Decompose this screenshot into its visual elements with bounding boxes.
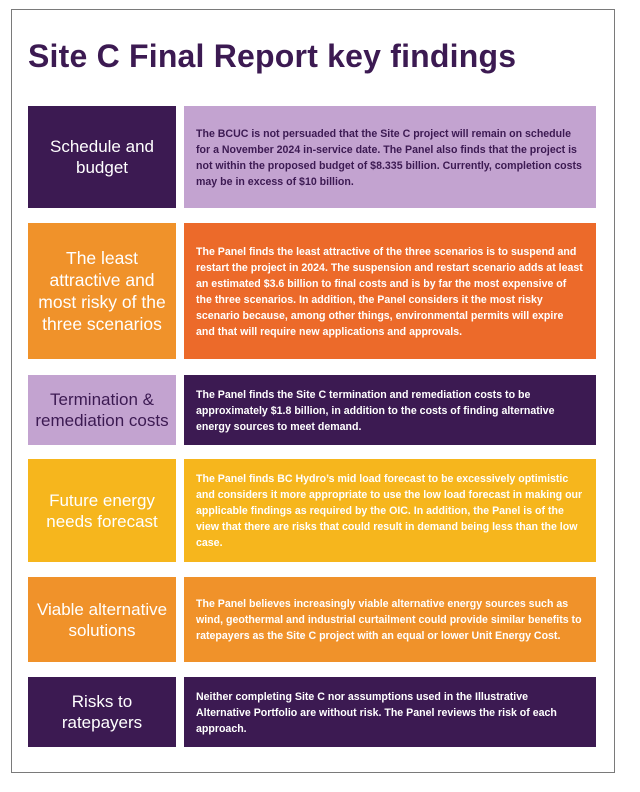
finding-row-schedule-budget (28, 106, 596, 208)
finding-text: The Panel believes increasingly viable alternative energy sources such as wind, geothermal and industrial curtailment could provide similar benefits to ratepayers as the Site C project with an equal or lower Unit Energy Cost. (184, 577, 596, 662)
finding-text: Neither completing Site C nor assumptions used in the Illustrative Alternative Portfolio are without risk. The Panel reviews the risk of each approach. (184, 677, 596, 747)
finding-row-least-attractive (28, 223, 596, 359)
finding-row-energy-forecast (28, 459, 596, 562)
finding-text: The Panel finds the Site C termination and remediation costs to be approximately $1.8 billion, in addition to the costs of finding alternative energy sources to meet demand. (184, 375, 596, 445)
finding-label: Schedule and budget (28, 106, 176, 208)
finding-label: Termination & remediation costs (28, 375, 176, 445)
finding-text: The BCUC is not persuaded that the Site C project will remain on schedule for a November 2024 in-service date. The Panel also finds that the project is not within the proposed budget of $8.335 billion. Currently, completion costs may be in excess of $10 billion. (184, 106, 596, 208)
finding-label: Risks to ratepayers (28, 677, 176, 747)
finding-label: The least attractive and most risky of the three scenarios (28, 223, 176, 359)
finding-label: Viable alternative solutions (28, 577, 176, 662)
page-title: Site C Final Report key findings (28, 38, 517, 74)
finding-text: The Panel finds BC Hydro’s mid load forecast to be excessively optimistic and considers it more appropriate to use the low load forecast in making our applicable findings as required by the OIC. In addition, the Panel is of the view that there are risks that could result in demand being less than the low case. (184, 459, 596, 562)
finding-row-risks (28, 677, 596, 747)
finding-label: Future energy needs forecast (28, 459, 176, 562)
finding-row-termination (28, 375, 596, 445)
finding-text: The Panel finds the least attractive of the three scenarios is to suspend and restart the project in 2024. The suspension and restart scenario adds at least an estimated $3.6 billion to final costs and is by far the most expensive of the three scenarios. In addition, the Panel considers it the most risky scenario because, among other things, environmental permits will expire and that will require new applications and approvals. (184, 223, 596, 359)
finding-row-alternatives (28, 577, 596, 662)
